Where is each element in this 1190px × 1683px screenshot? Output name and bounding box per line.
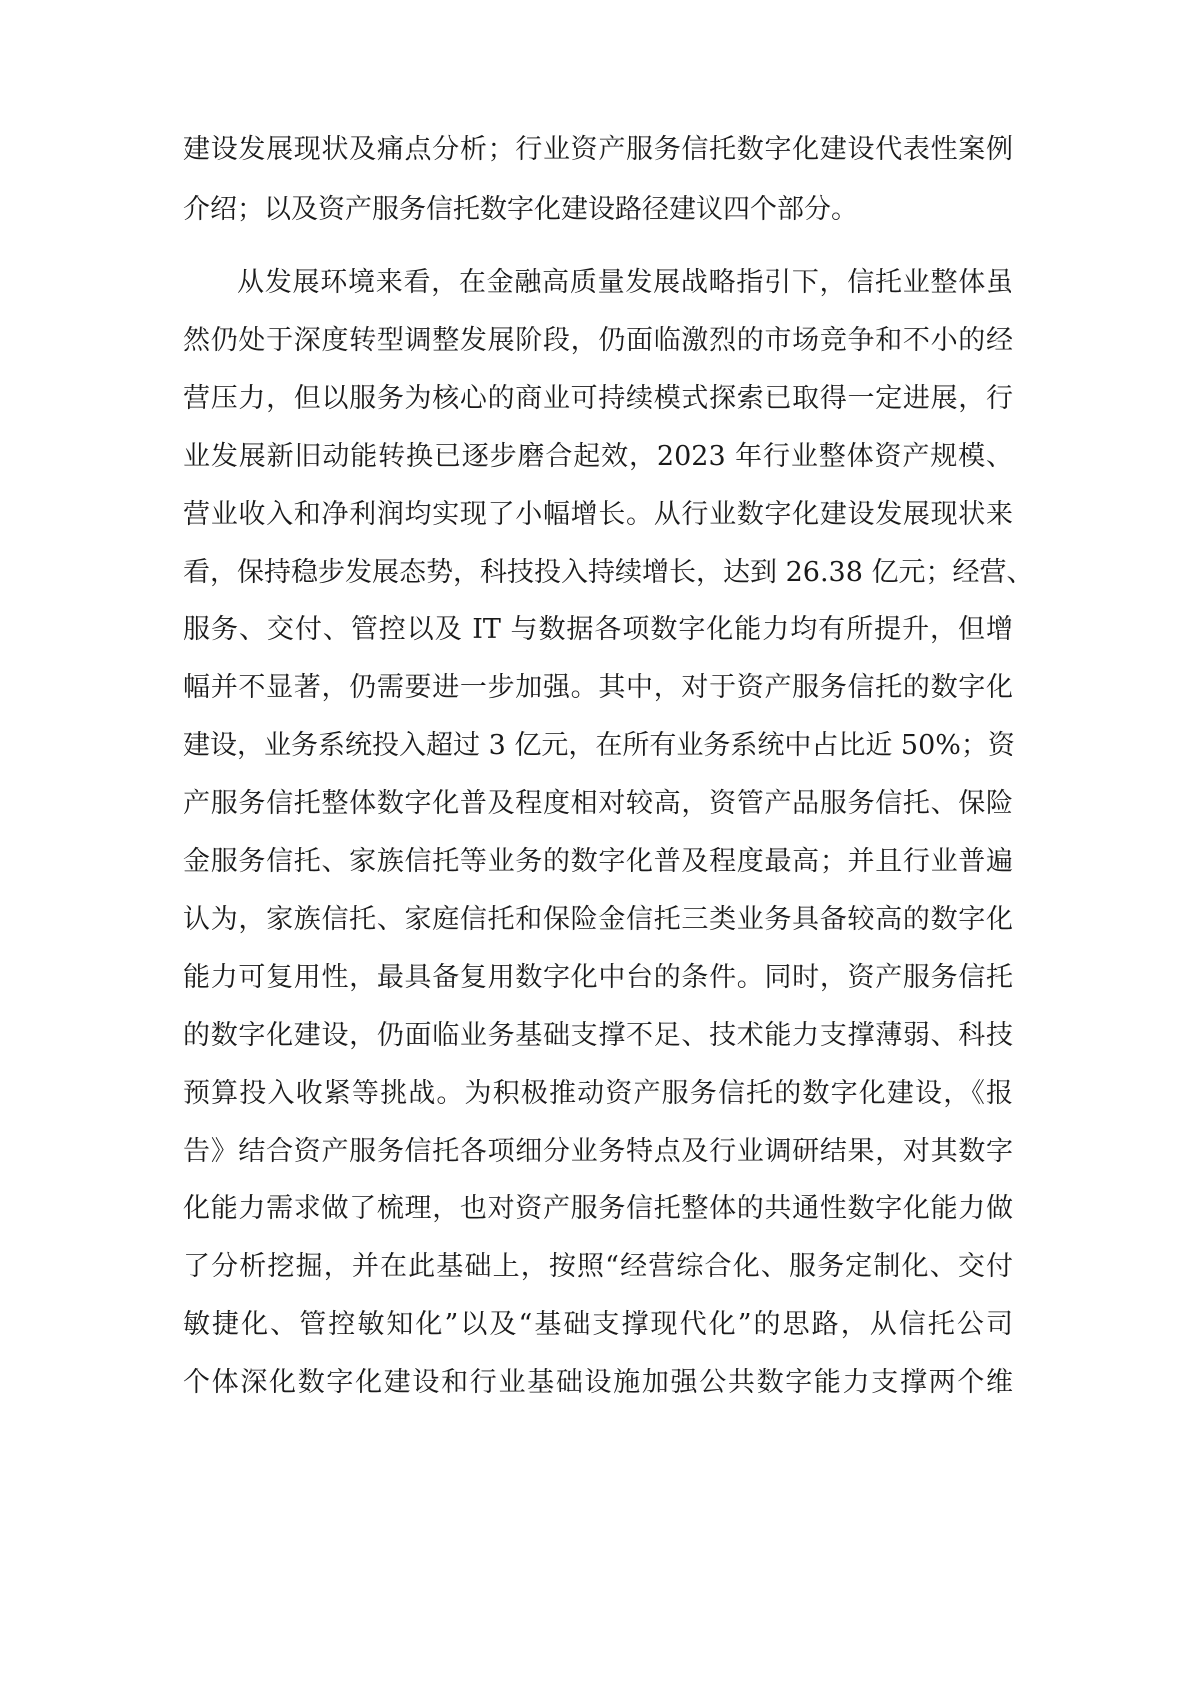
text-line: 的数字化建设，仍面临业务基础支撑不足、技术能力支撑薄弱、科技 (183, 1020, 1013, 1051)
text-line: 服务、交付、管控以及 IT 与数据各项数字化能力均有所提升，但增 (183, 614, 1013, 645)
text-line: 产服务信托整体数字化普及程度相对较高，资管产品服务信托、保险 (183, 788, 1013, 819)
text-line: 营业收入和净利润均实现了小幅增长。从行业数字化建设发展现状来 (183, 499, 1013, 530)
text-line: 看，保持稳步发展态势，科技投入持续增长，达到 26.38 亿元；经营、 (183, 557, 1034, 588)
text-line: 了分析挖掘，并在此基础上，按照“经营综合化、服务定制化、交付 (183, 1251, 1013, 1282)
text-line: 化能力需求做了梳理，也对资产服务信托整体的共通性数字化能力做 (183, 1193, 1013, 1224)
text-line: 介绍；以及资产服务信托数字化建设路径建议四个部分。 (183, 194, 858, 225)
text-line: 从发展环境来看，在金融高质量发展战略指引下，信托业整体虽 (237, 267, 1013, 298)
text-line: 告》结合资产服务信托各项细分业务特点及行业调研结果，对其数字 (183, 1136, 1013, 1167)
text-line: 幅并不显著，仍需要进一步加强。其中，对于资产服务信托的数字化 (183, 672, 1013, 703)
text-line: 敏捷化、管控敏知化”以及“基础支撑现代化”的思路，从信托公司 (183, 1309, 1013, 1340)
text-line: 营压力，但以服务为核心的商业可持续模式探索已取得一定进展，行 (183, 383, 1013, 414)
text-line: 认为，家族信托、家庭信托和保险金信托三类业务具备较高的数字化 (183, 904, 1013, 935)
text-line: 然仍处于深度转型调整发展阶段，仍面临激烈的市场竞争和不小的经 (183, 325, 1013, 356)
text-line: 预算投入收紧等挑战。为积极推动资产服务信托的数字化建设，《报 (183, 1078, 1013, 1109)
text-line: 个体深化数字化建设和行业基础设施加强公共数字能力支撑两个维 (183, 1367, 1013, 1398)
text-line: 业发展新旧动能转换已逐步磨合起效，2023 年行业整体资产规模、 (183, 441, 1013, 472)
text-line: 能力可复用性，最具备复用数字化中台的条件。同时，资产服务信托 (183, 962, 1013, 993)
text-line: 金服务信托、家族信托等业务的数字化普及程度最高；并且行业普遍 (183, 846, 1013, 877)
text-line: 建设发展现状及痛点分析；行业资产服务信托数字化建设代表性案例 (183, 134, 1013, 165)
text-line: 建设，业务系统投入超过 3 亿元，在所有业务系统中占比近 50%；资 (183, 730, 1015, 761)
